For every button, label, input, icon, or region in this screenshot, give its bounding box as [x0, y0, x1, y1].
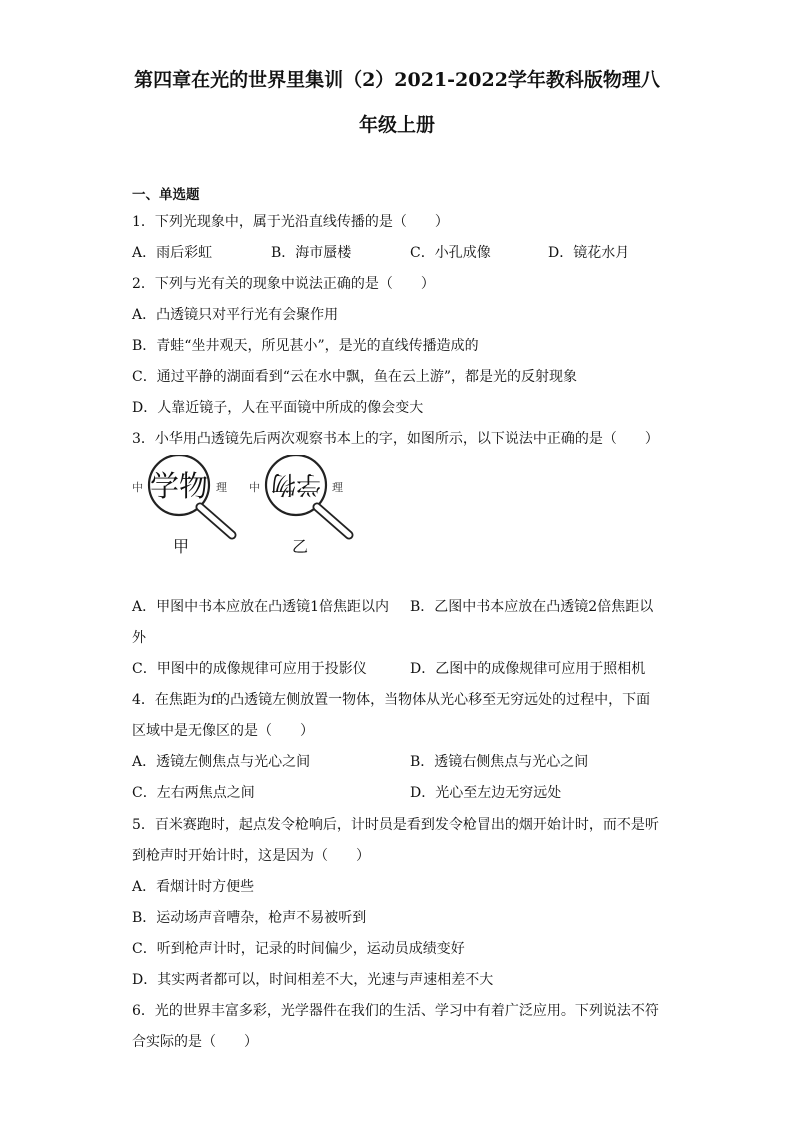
- q4-stem: 4．在焦距为f的凸透镜左侧放置一物体，当物体从光心移至无穷远处的过程中，下面: [132, 692, 651, 708]
- book-char-left-jia: 中: [132, 481, 143, 494]
- q3-option-d: D．乙图中的成像规律可应用于照相机: [410, 661, 646, 677]
- q3-option-b: B．乙图中书本应放在凸透镜2倍焦距以: [410, 599, 654, 615]
- q4-option-a: A．透镜左侧焦点与光心之间: [132, 754, 311, 770]
- magnifier-illustration: [128, 455, 368, 565]
- q4-option-b: B．透镜右侧焦点与光心之间: [410, 754, 589, 770]
- book-char-right-jia: 理: [216, 481, 227, 494]
- q5-stem-wrap: 到枪声时开始计时，这是因为（ ）: [132, 848, 370, 864]
- inverted-text-yi: 学物: [270, 470, 322, 499]
- q4-option-c: C．左右两焦点之间: [132, 785, 255, 801]
- figure-label-yi: 乙: [292, 537, 309, 556]
- section-heading: 一、单选题: [132, 187, 200, 203]
- q5-stem: 5．百米赛跑时，起点发令枪响后，计时员是看到发令枪冒出的烟开始计时，而不是听: [132, 817, 659, 833]
- magnified-text-jia: 学物: [149, 469, 209, 503]
- q3-stem: 3．小华用凸透镜先后两次观察书本上的字，如图所示，以下说法中正确的是（ ）: [132, 431, 659, 447]
- q1-option-c: C．小孔成像: [410, 245, 491, 261]
- q2-option-c: C．通过平静的湖面看到“云在水中飘，鱼在云上游”，都是光的反射现象: [132, 369, 578, 385]
- book-char-right-yi: 理: [332, 481, 343, 494]
- q3-option-a: A．甲图中书本应放在凸透镜1倍焦距以内: [132, 599, 390, 615]
- book-char-left-yi: 中: [249, 481, 260, 494]
- document-title-line2: 年级上册: [358, 114, 435, 136]
- q4-option-d: D．光心至左边无穷远处: [410, 785, 562, 801]
- handle-inner-jia: [200, 507, 232, 535]
- magnifier-figure: [128, 455, 368, 565]
- q1-stem: 1．下列光现象中，属于光沿直线传播的是（ ）: [132, 214, 449, 230]
- q3-option-c: C．甲图中的成像规律可应用于投影仪: [132, 661, 367, 677]
- q1-option-a: A．雨后彩虹: [132, 245, 213, 261]
- q2-option-a: A．凸透镜只对平行光有会聚作用: [132, 307, 339, 323]
- q2-option-b: B．青蛙“坐井观天，所见甚小”，是光的直线传播造成的: [132, 338, 479, 354]
- q1-option-b: B．海市蜃楼: [271, 245, 352, 261]
- figure-label-jia: 甲: [173, 537, 190, 556]
- q5-option-a: A．看烟计时方便些: [132, 879, 255, 895]
- magnifier-yi: [249, 455, 349, 535]
- q2-stem: 2．下列与光有关的现象中说法正确的是（ ）: [132, 276, 435, 292]
- document-title-line1: 第四章在光的世界里集训（2）2021-2022学年教科版物理八: [134, 69, 660, 91]
- q1-option-d: D．镜花水月: [548, 245, 630, 261]
- q4-stem-wrap: 区域中是无像区的是（ ）: [132, 723, 314, 739]
- q6-stem-wrap: 合实际的是（ ）: [132, 1034, 258, 1050]
- q3-option-b-wrap: 外: [132, 630, 146, 646]
- q5-option-b: B．运动场声音嘈杂，枪声不易被听到: [132, 910, 367, 926]
- q5-option-c: C．听到枪声计时，记录的时间偏少，运动员成绩变好: [132, 941, 465, 957]
- handle-inner-yi: [317, 507, 349, 535]
- q6-stem: 6．光的世界丰富多彩，光学器件在我们的生活、学习中有着广泛应用。下列说法不符: [132, 1003, 659, 1019]
- q5-option-d: D．其实两者都可以，时间相差不大，光速与声速相差不大: [132, 972, 494, 988]
- q2-option-d: D．人靠近镜子，人在平面镜中所成的像会变大: [132, 400, 424, 416]
- magnifier-jia: [132, 455, 232, 535]
